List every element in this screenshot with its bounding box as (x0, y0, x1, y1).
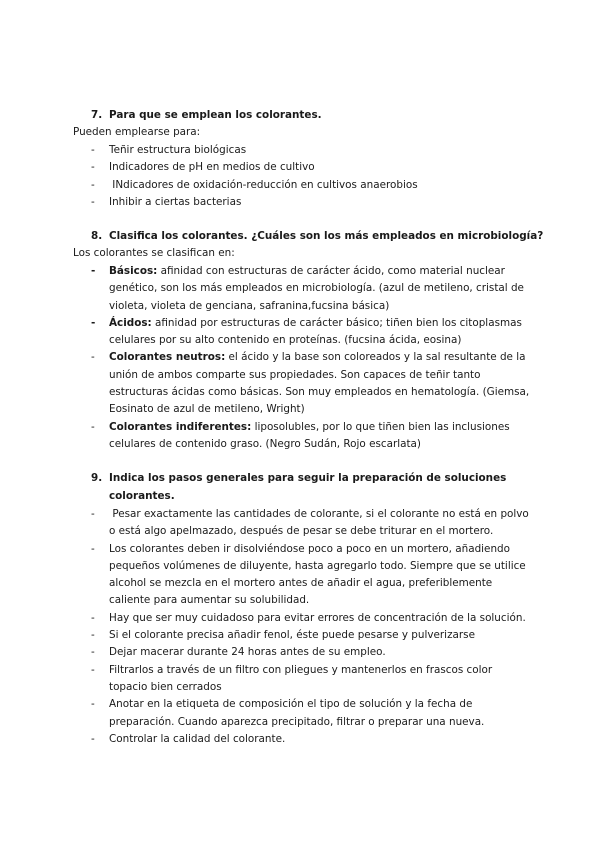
section-8-heading (91, 228, 543, 246)
bullet-dash: - (91, 144, 95, 156)
bullet-dash: - (91, 732, 95, 745)
section-7-list (91, 142, 531, 211)
bullet-dash: - (91, 351, 95, 364)
term-indiferentes: Colorantes indiferentes: (109, 420, 252, 433)
bullet-dash: - (91, 195, 95, 208)
bullet-dash: - (91, 646, 95, 659)
section-7-intro: Pueden emplearse para: (73, 126, 201, 138)
list-item: - Los colorantes deben ir disolviéndose poco a poco en un mortero, añadiendo pequeños volúmenes de diluyente, hasta agregarlo todo. Siempre que se utilice alcohol se mezcla en el mortero antes de añadir el agua, preferiblemente caliente para aumentar su solubilidad. (91, 542, 526, 607)
section-9-list (91, 506, 531, 748)
list-item: - Si el colorante precisa añadir fenol, éste puede pesarse y pulverizarse (91, 627, 531, 644)
term-acidos: Ácidos: (109, 316, 152, 329)
bullet-dash: - (91, 316, 96, 329)
bullet-dash: - (91, 420, 95, 433)
list-item: - Filtrarlos a través de un filtro con pliegues y mantenerlos en frascos color topacio bien cerrados (91, 663, 493, 693)
list-item: - Pesar exactamente las cantidades de colorante, si el colorante no está en polvo o está algo apelmazado, después de pesar se debe triturar en el mortero. (91, 508, 533, 538)
bullet-dash: - (91, 611, 95, 624)
section-7-heading (91, 107, 322, 125)
list-item: - Colorantes neutros: el ácido y la base son coloreados y la sal resultante de la unión de ambos comparte sus propiedades. Son capaces de teñir tanto estructuras ácidas como básicas. Son muy empleados en hematología. (Giemsa, Eosinato de azul de metileno, Wright) (91, 351, 530, 416)
term-neutros: Colorantes neutros: (109, 351, 226, 364)
bullet-dash: - (91, 663, 95, 676)
section-8-title: Clasifica los colorantes. ¿Cuáles son los más empleados en microbiología? (109, 230, 544, 242)
bullet-dash: - (91, 542, 95, 555)
bullet-dash: - (91, 698, 95, 711)
list-item: - Ácidos: afinidad por estructuras de carácter básico; tiñen bien los citoplasmas celulares por su alto contenido en proteínas. (fucsina ácida, eosina) (91, 316, 522, 347)
list-item: - Anotar en la etiqueta de composición el tipo de solución y la fecha de preparación. Cuando aparezca precipitado, filtrar o preparar una nueva. (91, 698, 485, 728)
bullet-dash: - (91, 265, 96, 277)
list-item: - Colorantes indiferentes: liposolubles, por lo que tiñen bien las inclusiones celulares de contenido graso. (Negro Sudán, Rojo escarlata) (91, 420, 510, 450)
list-item: - Teñir estructura biológicas (91, 142, 531, 159)
list-item: - Hay que ser muy cuidadoso para evitar errores de concentración de la solución. (91, 610, 531, 627)
section-7-title: Para que se emplean los colorantes. (109, 109, 322, 121)
section-9-heading (91, 470, 511, 505)
section-8-intro: Los colorantes se clasifican en: (73, 247, 235, 259)
section-9-title: Indica los pasos generales para seguir la preparación de soluciones colorantes. (109, 472, 507, 502)
bullet-dash: - (91, 178, 95, 191)
list-item: - Dejar macerar durante 24 horas antes de su empleo. (91, 644, 531, 661)
list-item: - Inhibir a ciertas bacterias (91, 194, 531, 211)
list-item: - INdicadores de oxidación-reducción en cultivos anaerobios (91, 177, 531, 194)
list-item: - Indicadores de pH en medios de cultivo (91, 159, 531, 176)
section-8-list (91, 263, 531, 453)
section-7-number: 7. (91, 109, 103, 121)
section-9-number: 9. (91, 472, 103, 484)
term-basicos: Básicos: (109, 265, 158, 277)
bullet-dash: - (91, 508, 95, 520)
list-item: - Básicos: afinidad con estructuras de carácter ácido, como material nuclear genético, son los más empleados en microbiología. (azul de metileno, cristal de violeta, violeta de genciana, safranina,fucsina básica) (91, 265, 524, 312)
list-item: - Controlar la calidad del colorante. (91, 731, 531, 748)
bullet-dash: - (91, 161, 95, 174)
bullet-dash: - (91, 629, 95, 642)
section-8-number: 8. (91, 230, 103, 242)
